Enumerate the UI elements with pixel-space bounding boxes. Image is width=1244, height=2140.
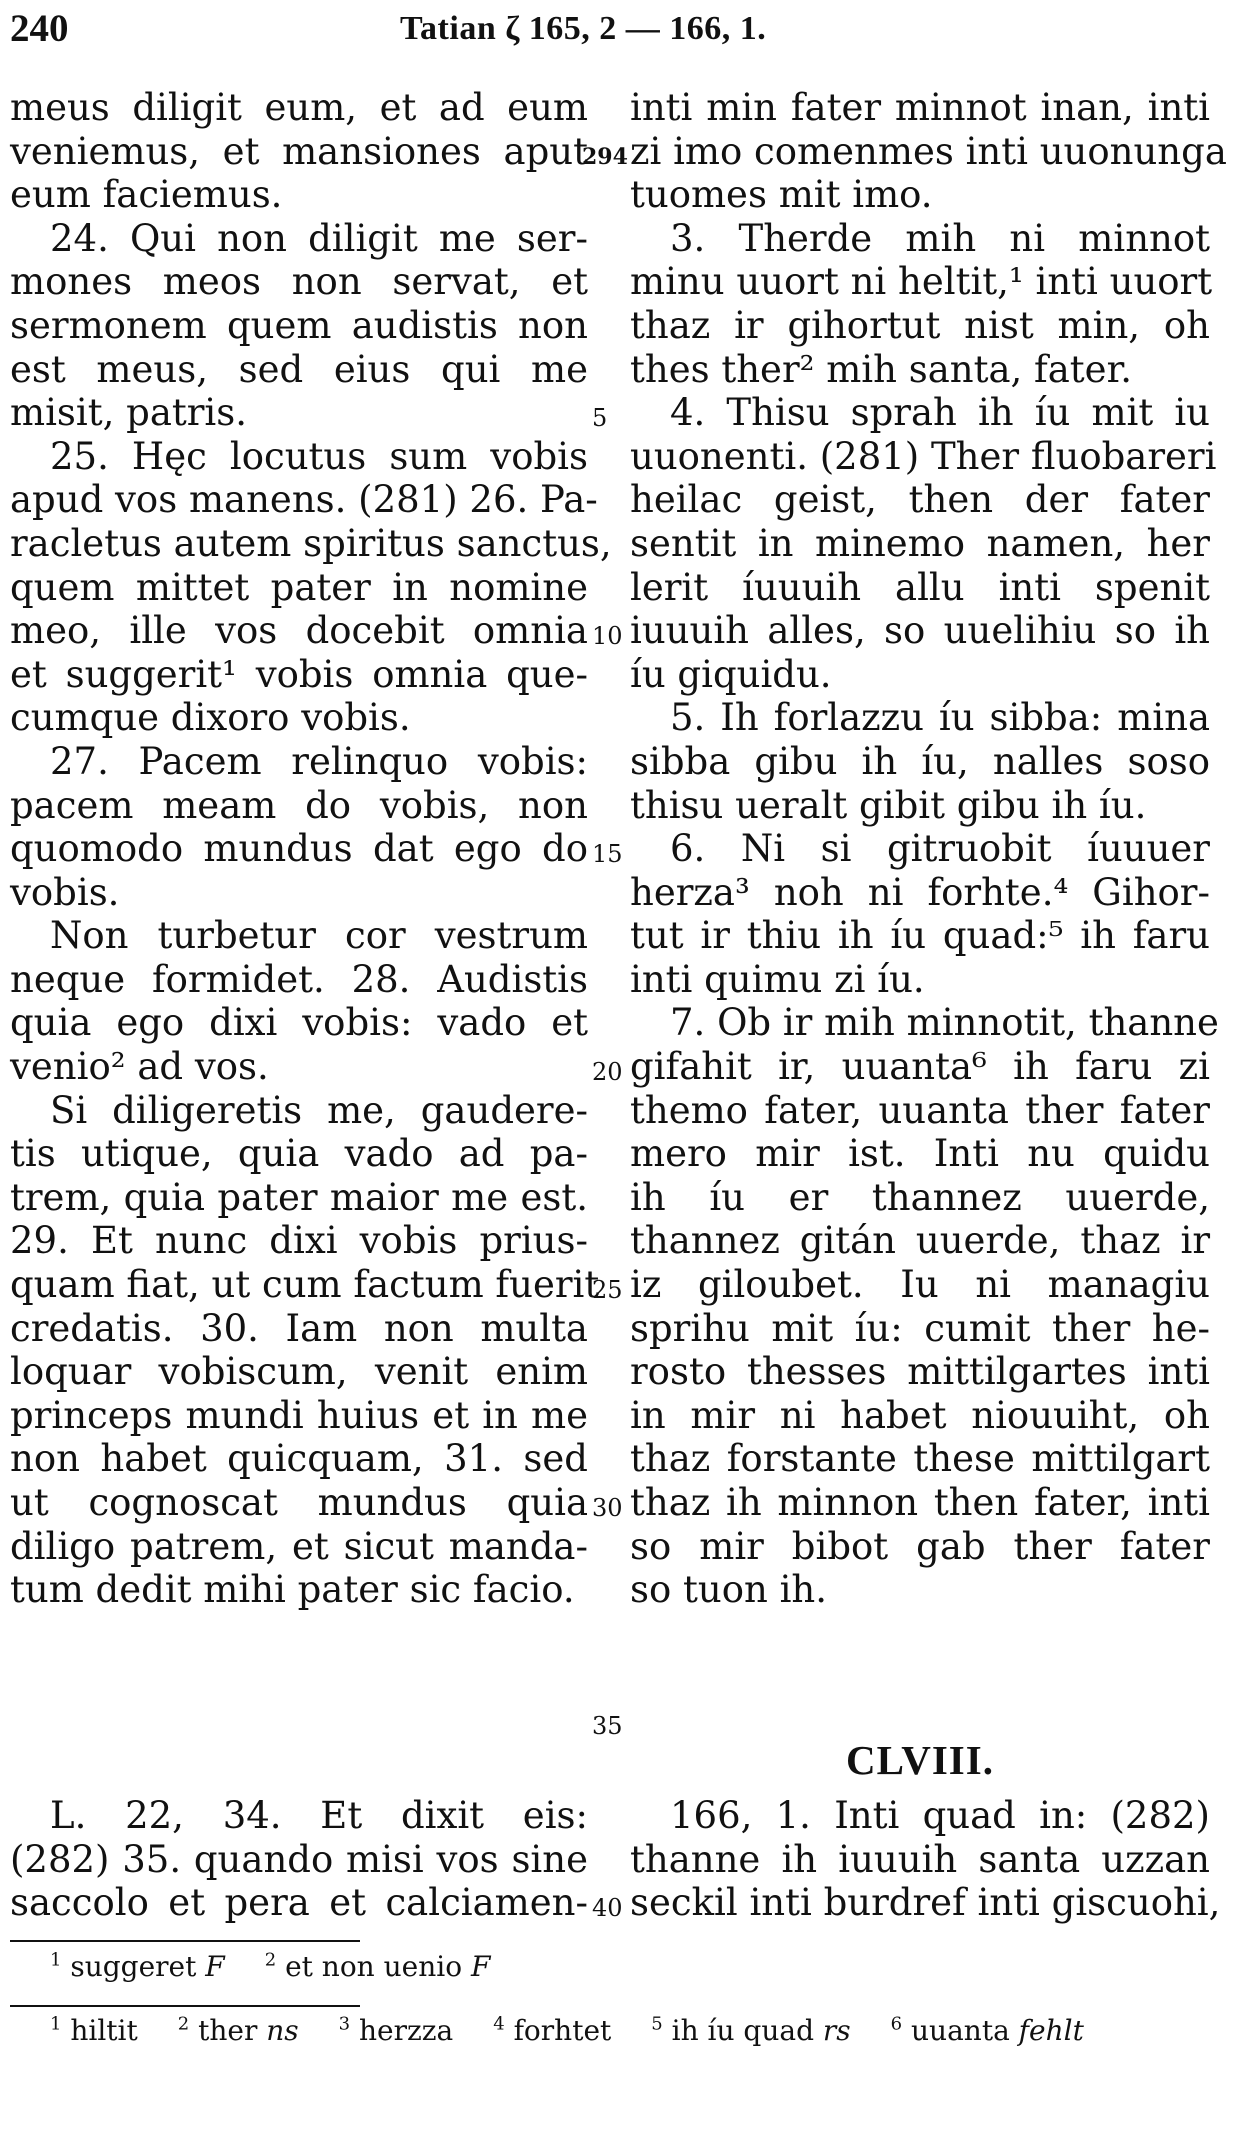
section-latin — [10, 1794, 588, 1925]
text-line: so mir bibot gab ther fater — [630, 1524, 1210, 1568]
line-number: 35 — [592, 1712, 623, 1741]
text-line: mones meos non servat, et — [10, 260, 588, 304]
text-line: meus diligit eum, et ad eum — [10, 86, 588, 129]
text-line: sentit in minemo namen, her — [630, 521, 1210, 565]
text-line: 6. Ni si gitruobit íuuuer — [670, 827, 1210, 871]
ohg-column — [630, 86, 1227, 1612]
paragraph — [630, 86, 1227, 217]
footnotes-latin — [50, 1950, 530, 1983]
line-number: 5 — [592, 404, 608, 433]
text-line: tut ir thiu ih íu quad:⁵ ih faru — [630, 914, 1210, 958]
footnote-sigil: F — [205, 1950, 225, 1983]
line-number: 40 — [592, 1894, 623, 1923]
line-number: 20 — [592, 1058, 623, 1087]
paragraph — [630, 696, 1210, 827]
text-line: 3. Therde mih ni minnot — [670, 216, 1210, 260]
footnote — [50, 2014, 138, 2047]
footnote-sigil: fehlt — [1018, 2014, 1084, 2047]
line-number: 15 — [592, 840, 623, 869]
footnote-text: ih íu quad — [662, 2014, 823, 2047]
footnote — [651, 2014, 850, 2047]
text-line: in mir ni habet niouuiht, oh — [630, 1393, 1210, 1437]
text-line: Non turbetur cor vestrum — [50, 914, 588, 958]
text-line: 7. Ob ir mih minnotit, thanne — [670, 1001, 1219, 1045]
paragraph — [630, 216, 1213, 391]
text-line: veniemus, et mansiones aput — [10, 129, 588, 173]
text-line: princeps mundi huius et in me — [10, 1393, 588, 1437]
text-line: thanne ih iuuuih santa uzzan — [630, 1837, 1210, 1881]
text-line: 5. Ih forlazzu íu sibba: mina — [670, 696, 1210, 740]
text-line: trem, quia pater maior me est. — [10, 1175, 588, 1219]
text-line: quam fiat, ut cum factum fuerit — [10, 1263, 600, 1307]
text-line: 4. Thisu sprah ih íu mit iu — [670, 391, 1210, 435]
footnote-text: ther — [189, 2014, 267, 2047]
footnote-text: suggeret — [61, 1950, 206, 1983]
text-line: diligo patrem, et sicut manda- — [10, 1524, 588, 1568]
text-line: minu uuort ni heltit,¹ inti uuort — [630, 260, 1213, 304]
text-line: 27. Pacem relinquo vobis: — [50, 739, 588, 783]
text-line: rosto thesses mittilgartes inti — [630, 1350, 1210, 1394]
text-line: herza³ noh ni forhte.⁴ Gihor- — [630, 870, 1210, 914]
text-line: iuuuih alles, so uuelihiu so ih — [630, 609, 1210, 653]
footnote-sigil: F — [470, 1950, 491, 1983]
line-number: 25 — [592, 1276, 623, 1305]
text-line: gifahit ir, uuanta⁶ ih faru zi — [630, 1045, 1210, 1089]
text-line: zi imo comenmes inti uuonunga — [630, 129, 1227, 173]
text-line: íu giquidu. — [630, 652, 832, 696]
text-line: 166, 1. Inti quad in: (282) — [670, 1794, 1210, 1837]
text-line: thaz ir gihortut nist min, oh — [630, 303, 1210, 347]
text-line: misit, patris. — [10, 391, 248, 435]
footnote — [50, 1950, 225, 1983]
line-number: 30 — [592, 1494, 623, 1523]
text-line: mero mir ist. Inti nu quidu — [630, 1132, 1210, 1176]
footnote — [178, 2014, 299, 2047]
footnote-number: 5 — [651, 2013, 663, 2035]
paragraph — [630, 827, 1210, 1001]
paragraph — [10, 1088, 600, 1612]
section-title: CLVIII. — [846, 1737, 994, 1783]
footnote-text: herzza — [350, 2014, 454, 2047]
paragraph — [630, 391, 1217, 696]
footnote — [493, 2014, 611, 2047]
page — [10, 0, 1234, 2140]
text-line: L. 22, 34. Et dixit eis: — [50, 1794, 588, 1837]
text-line: et suggerit¹ vobis omnia que- — [10, 652, 588, 696]
text-line: est meus, sed eius qui me — [10, 347, 588, 391]
text-line: uuonenti. (281) Ther fluobareri — [630, 434, 1217, 478]
footnote-number: 2 — [177, 2013, 190, 2035]
footnotes-ohg — [50, 2014, 1124, 2047]
text-line: quia ego dixi vobis: vado et — [10, 1001, 588, 1045]
text-line: saccolo et pera et calciamen- — [10, 1881, 588, 1925]
text-line: (282) 35. quando misi vos sine — [10, 1837, 588, 1881]
footnote-rule-latin — [10, 1940, 360, 1942]
text-line: heilac geist, then der fater — [630, 478, 1210, 522]
text-line: quem mittet pater in nomine — [10, 565, 588, 609]
paragraph — [10, 217, 588, 435]
text-line: thes ther² mih santa, fater. — [630, 347, 1132, 391]
text-line: iz giloubet. Iu ni managiu — [630, 1263, 1210, 1307]
footnote — [339, 2014, 454, 2047]
footnote-number: 1 — [50, 2013, 62, 2035]
footnote-text: forhtet — [504, 2014, 612, 2047]
text-line: sprihu mit íu: cumit ther he- — [630, 1306, 1210, 1350]
text-line: thaz forstante these mittilgart — [630, 1437, 1210, 1481]
text-line: non habet quicquam, 31. sed — [10, 1437, 588, 1481]
text-line: sermonem quem audistis non — [10, 303, 588, 347]
paragraph — [630, 1001, 1219, 1612]
text-line: apud vos manens. (281) 26. Pa- — [10, 478, 598, 522]
text-line: credatis. 30. Iam non multa — [10, 1306, 588, 1350]
text-line: 25. Hęc locutus sum vobis — [50, 434, 588, 478]
footnote-rule-ohg — [10, 2005, 360, 2007]
text-line: sibba gibu ih íu, nalles soso — [630, 739, 1210, 783]
text-line: racletus autem spiritus sanctus, — [10, 521, 612, 565]
text-line: loquar vobiscum, venit enim — [10, 1350, 588, 1394]
footnote-number: 2 — [264, 1949, 277, 1971]
line-number: 10 — [592, 622, 623, 651]
text-line: ut cognoscat mundus quia — [10, 1481, 588, 1524]
text-line: tuomes mit imo. — [630, 173, 933, 217]
footnote-text: hiltit — [61, 2014, 138, 2047]
text-line: meo, ille vos docebit omnia — [10, 609, 588, 653]
text-line: inti min fater minnot inan, inti — [630, 86, 1210, 129]
footnote — [265, 1950, 491, 1983]
footnote — [891, 2014, 1084, 2047]
text-line: lerit íuuuih allu inti spenit — [630, 565, 1210, 609]
paragraph — [10, 86, 588, 217]
text-line: venio² ad vos. — [10, 1045, 269, 1089]
text-line: neque formidet. 28. Audistis — [10, 957, 588, 1001]
footnote-number: 3 — [338, 2013, 351, 2035]
footnote-number: 6 — [890, 2013, 903, 2035]
text-line: eum faciemus. — [10, 173, 283, 217]
paragraph — [10, 914, 588, 1088]
page-number: 240 — [10, 7, 69, 50]
line-number: 294 — [582, 143, 628, 170]
text-line: thannez gitán uuerde, thaz ir — [630, 1219, 1210, 1263]
text-line: tum dedit mihi pater sic facio. — [10, 1568, 575, 1612]
paragraph — [10, 740, 588, 914]
text-line: vobis. — [10, 870, 120, 914]
footnote-number: 4 — [493, 2013, 505, 2035]
text-line: tis utique, quia vado ad pa- — [10, 1132, 588, 1176]
text-line: ih íu er thannez uuerde, — [630, 1175, 1210, 1219]
footnote-text: uuanta — [902, 2014, 1019, 2047]
footnote-sigil: ns — [266, 2014, 299, 2047]
text-line: Si diligeretis me, gaudere- — [50, 1088, 588, 1132]
footnote-sigil: rs — [822, 2014, 851, 2047]
section-ohg — [630, 1794, 1221, 1925]
running-title: Tatian ζ 165, 2 — 166, 1. — [400, 10, 767, 47]
page-header — [10, 6, 1234, 66]
text-line: thaz ih minnon then fater, inti — [630, 1481, 1210, 1524]
text-line: so tuon ih. — [630, 1568, 828, 1612]
text-line: quomodo mundus dat ego do — [10, 827, 588, 871]
text-line: inti quimu zi íu. — [630, 957, 925, 1001]
text-line: 29. Et nunc dixi vobis prius- — [10, 1219, 588, 1263]
text-line: seckil inti burdref inti giscuohi, — [630, 1881, 1221, 1925]
text-line: 24. Qui non diligit me ser- — [50, 216, 588, 260]
text-line: thisu ueralt gibit gibu ih íu. — [630, 783, 1147, 827]
footnote-text: et non uenio — [276, 1950, 471, 1983]
footnote-number: 1 — [50, 1949, 62, 1971]
text-line: cumque dixoro vobis. — [10, 696, 411, 740]
text-line: pacem meam do vobis, non — [10, 783, 588, 827]
text-line: themo fater, uuanta ther fater — [630, 1088, 1210, 1132]
